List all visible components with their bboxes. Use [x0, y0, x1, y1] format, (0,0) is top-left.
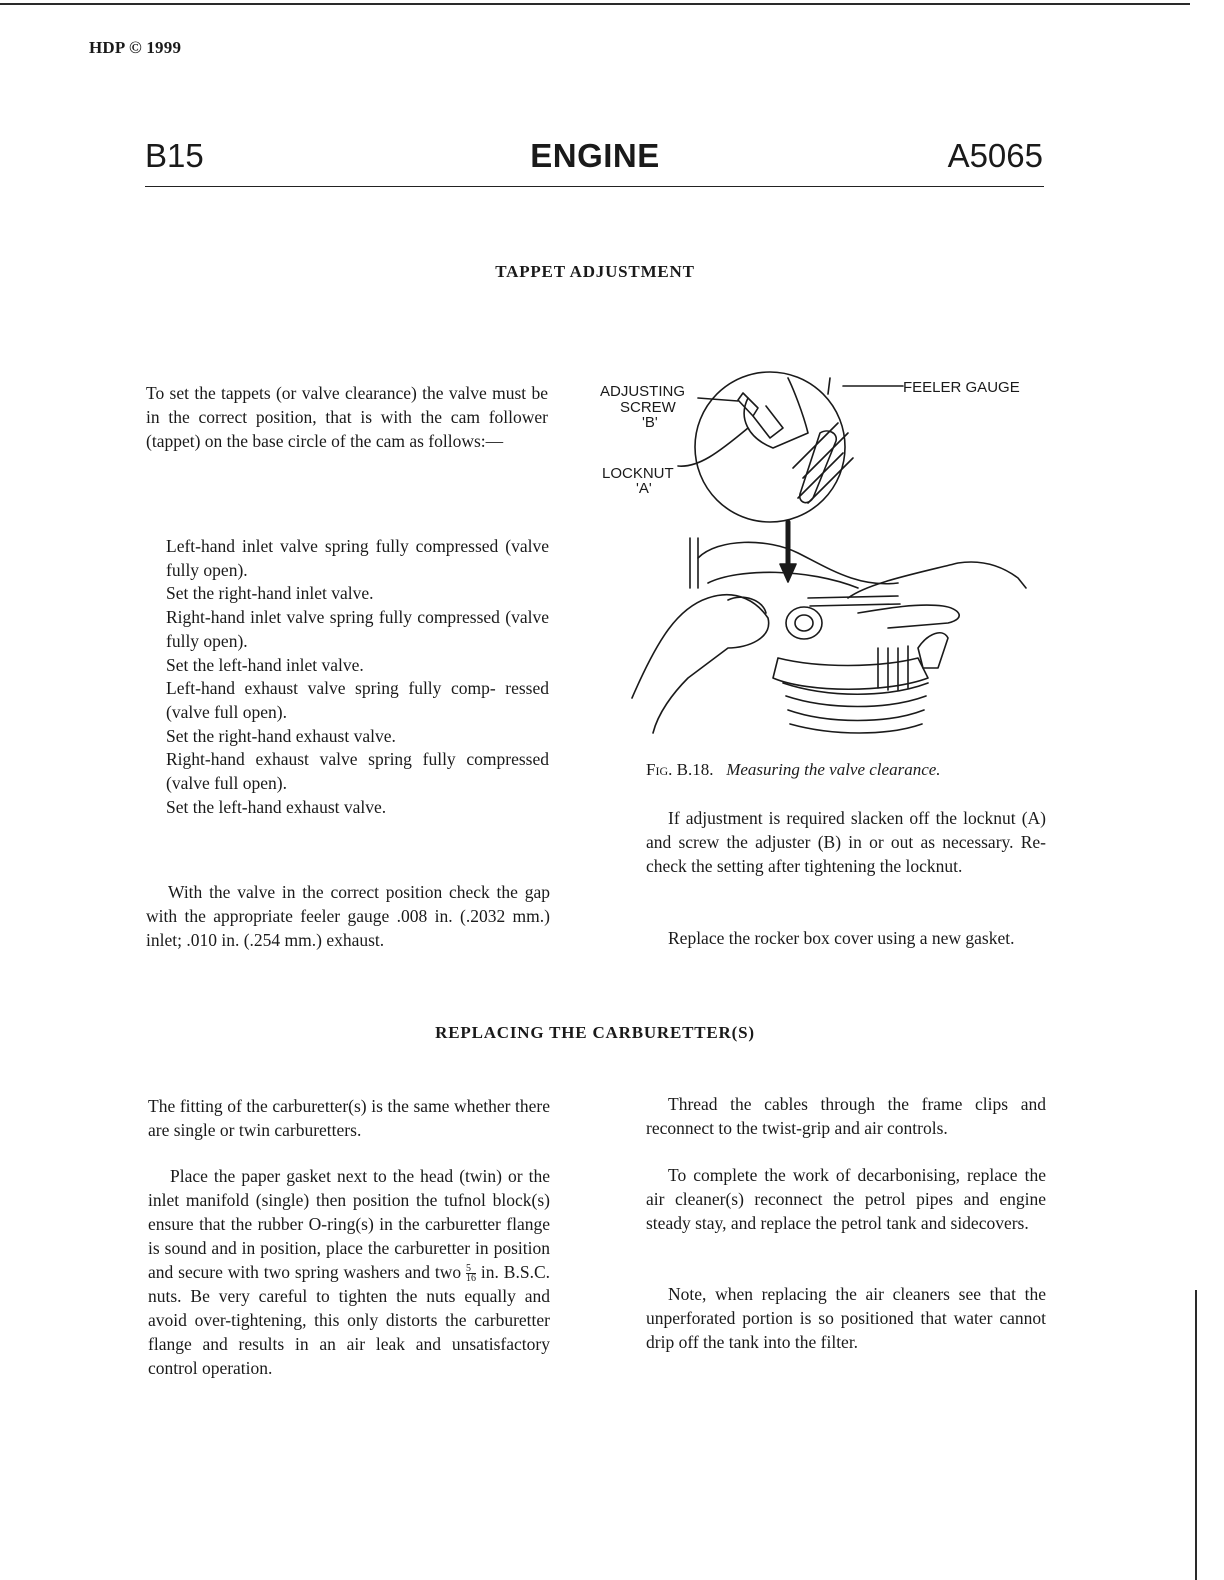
scan-edge-line: [1195, 1290, 1197, 1580]
step-item: Set the right-hand inlet valve.: [166, 583, 374, 604]
step-item: Left-hand inlet valve spring fully compressed (valve fully open).: [166, 536, 549, 580]
adjusting-label-line3: 'B': [642, 414, 658, 431]
step-item: Right-hand exhaust valve spring fully compressed (valve full open).: [166, 749, 549, 794]
section-code: B15: [145, 137, 204, 174]
adjustment-paragraph: If adjustment is required slacken off the locknut (A) and screw the adjuster (B) in or out as necessary. Re-check the setting after tightening the locknut.: [646, 808, 1046, 876]
cables-paragraph: Thread the cables through the frame clips and reconnect to the twist-grip and air controls.: [646, 1094, 1046, 1138]
part-number: A5065: [947, 137, 1043, 174]
decarbonising-paragraph: To complete the work of decarbonising, replace the air cleaner(s) reconnect the petrol pipes and engine steady stay, and replace the petrol tank and sidecovers.: [646, 1165, 1046, 1233]
right-hand: [848, 562, 1026, 598]
carburetter-intro-paragraph: The fitting of the carburetter(s) is the same whether there are single or twin carburetters.: [148, 1096, 550, 1140]
cylinder-head: [773, 658, 928, 689]
spark-plug: [918, 633, 948, 668]
gasket-paragraph: Place the paper gasket next to the head (twin) or the inlet manifold (single) then position the tufnol block(s) ensure that the rubber O-ring(s) in the carburetter flange is sound and in position, place the carburetter in position and secure with two spring washers and two $\frac{5}{16}$ in. B.S.C. nuts. Be very careful to tighten the nuts equally and avoid over-tightening, this only distorts the carburetter flange and results in an air leak and unsatisfactory control operation.: [148, 1166, 550, 1378]
step-item: Set the right-hand exhaust valve.: [166, 725, 396, 746]
adjusting-label-line1: ADJUSTING: [600, 383, 686, 400]
carburetter-heading: REPLACING THE CARBURETTER(S): [435, 1023, 755, 1042]
finger-detail: [744, 378, 808, 448]
cooling-fins: [783, 683, 928, 733]
stud-left: [690, 538, 698, 588]
locknut-label-line1: LOCKNUT: [602, 465, 674, 482]
header-rule: [145, 186, 1044, 187]
adjusting-screw-detail: [738, 393, 758, 416]
feeler-gauge-paragraph: With the valve in the correct position check the gap with the appropriate feeler gauge .008 in. (.2032 mm.) inlet; .010 in. (.254 mm.) exhaust.: [146, 882, 550, 950]
locknut-label-line2: 'A': [636, 480, 652, 497]
rocker-box: [698, 542, 898, 583]
adjusting-label-line2: SCREW: [620, 399, 676, 416]
tappet-intro-paragraph: To set the tappets (or valve clearance) the valve must be in the correct position, that is with the cam follower (tappet) on the base circle of the cam as follows:—: [146, 383, 548, 451]
step-item: Set the left-hand inlet valve.: [166, 654, 364, 675]
feeler-gauge-blade: [808, 596, 900, 606]
feeler-gauge-label: FEELER GAUGE: [903, 379, 1020, 396]
page-title: ENGINE: [530, 137, 660, 174]
locknut-leader: [678, 428, 748, 466]
adjusting-leader: [698, 398, 738, 401]
figure-caption: [646, 760, 1046, 780]
tappet-adjustment-heading: TAPPET ADJUSTMENT: [495, 262, 695, 281]
step-item: Left-hand exhaust valve spring fully comp- ressed (valve full open).: [166, 678, 549, 722]
step-item: Right-hand inlet valve spring fully compressed (valve fully open).: [166, 607, 549, 651]
air-cleaner-note-paragraph: Note, when replacing the air cleaners see that the unperforated portion is so positioned that water cannot drip off the tank into the filter.: [646, 1284, 1046, 1352]
valve-clearance-figure: [598, 338, 1048, 748]
figure-caption-text: Measuring the valve clearance.: [726, 760, 941, 779]
figure-number: Fig. B.18.: [646, 760, 714, 779]
copyright-stamp: HDP © 1999: [89, 38, 182, 57]
left-hand: [632, 595, 769, 733]
figure-labels: [600, 379, 1020, 497]
rocker-cover-paragraph: Replace the rocker box cover using a new gasket.: [668, 928, 1015, 948]
top-border-line: [0, 3, 1190, 5]
rocker-nut: [786, 607, 822, 639]
valve-steps-list: [166, 535, 549, 819]
step-item: Set the left-hand exhaust valve.: [166, 796, 387, 817]
